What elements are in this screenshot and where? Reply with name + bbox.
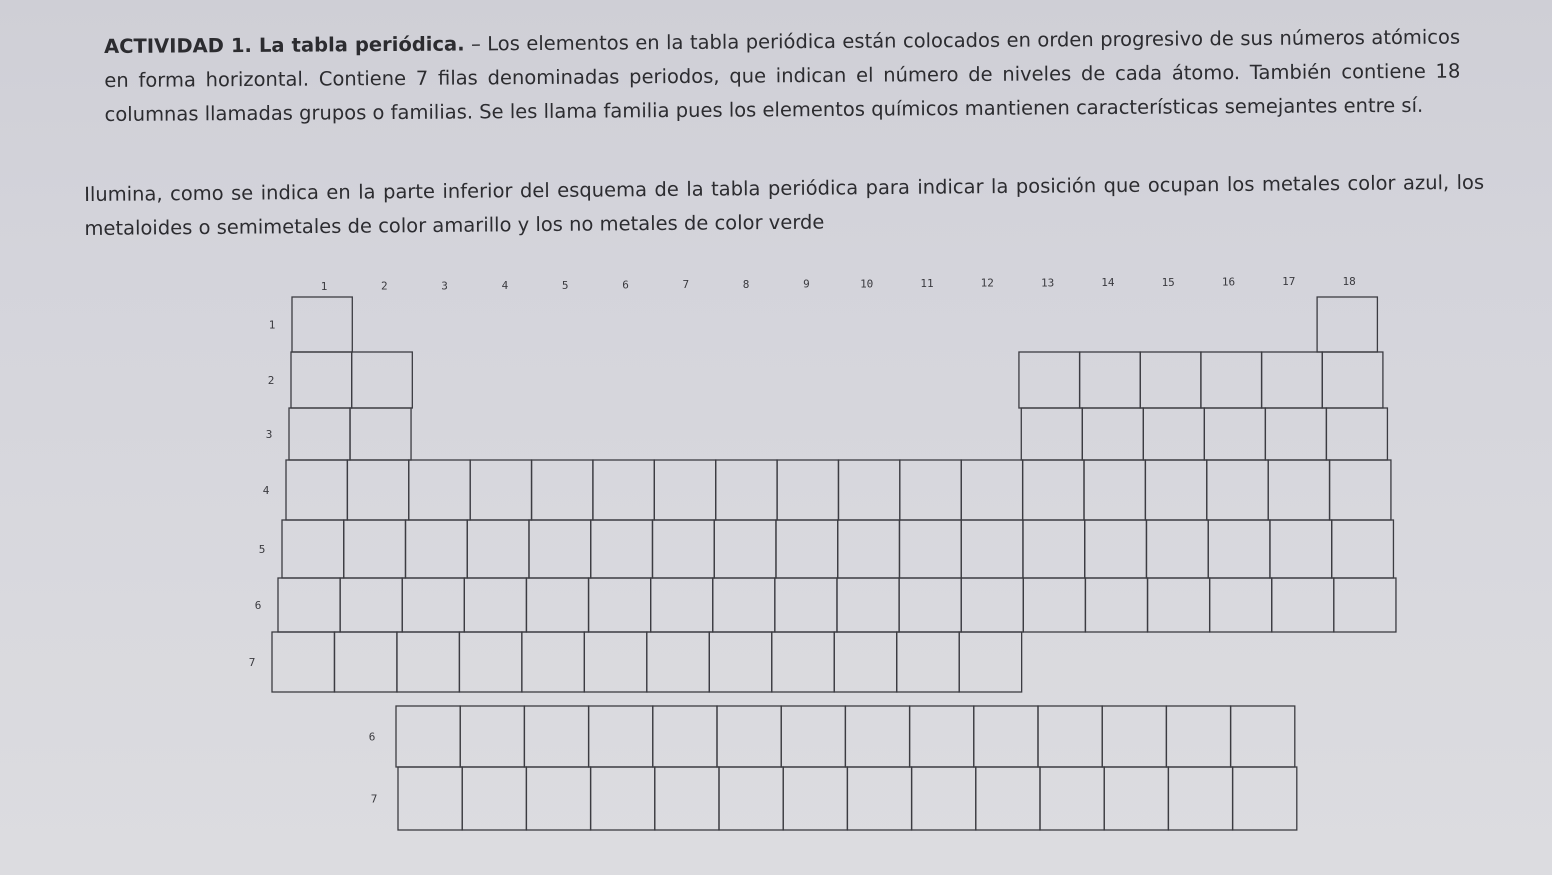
element-cell[interactable] [838, 460, 899, 520]
element-cell[interactable] [1084, 460, 1145, 520]
group-label: 7 [682, 278, 690, 292]
element-cell[interactable] [591, 520, 653, 578]
element-cell[interactable] [1148, 578, 1210, 632]
element-cell[interactable] [1082, 408, 1143, 460]
element-cell[interactable] [459, 632, 521, 692]
f-block-cell[interactable] [398, 767, 462, 830]
f-block-cell[interactable] [591, 767, 655, 830]
element-cell[interactable] [1146, 520, 1208, 578]
period-labels [249, 319, 276, 670]
element-cell[interactable] [272, 632, 334, 692]
element-cell[interactable] [593, 460, 654, 520]
element-cell[interactable] [286, 460, 347, 520]
f-block-cell[interactable] [847, 767, 911, 830]
element-cell[interactable] [777, 460, 838, 520]
element-cell[interactable] [716, 460, 777, 520]
element-cell[interactable] [1210, 578, 1272, 632]
group-label: 17 [1282, 275, 1296, 289]
element-cell[interactable] [470, 460, 531, 520]
period-label: 7 [248, 656, 256, 669]
element-cell[interactable] [1085, 520, 1147, 578]
element-cell[interactable] [350, 408, 411, 460]
group-label: 6 [622, 278, 629, 292]
group-label: 5 [561, 278, 569, 292]
element-cell[interactable] [1201, 352, 1262, 408]
f-block-cell[interactable] [976, 767, 1040, 830]
element-cell[interactable] [352, 352, 413, 408]
f-block-cell[interactable] [781, 706, 845, 767]
group-label: 10 [860, 277, 874, 291]
element-cell[interactable] [834, 632, 896, 692]
group-label: 18 [1342, 274, 1356, 288]
f-block-cell[interactable] [912, 767, 976, 830]
element-cell[interactable] [837, 578, 899, 632]
element-cell[interactable] [772, 632, 834, 692]
element-cell[interactable] [899, 578, 961, 632]
f-block-cell[interactable] [462, 767, 526, 830]
element-cell[interactable] [647, 632, 709, 692]
element-cell[interactable] [897, 632, 959, 692]
element-cell[interactable] [959, 632, 1021, 692]
f-block-labels [369, 731, 378, 806]
element-cell[interactable] [1272, 578, 1334, 632]
element-cell[interactable] [334, 632, 396, 692]
main-table-cells [272, 297, 1396, 692]
f-block-cell[interactable] [1104, 767, 1168, 830]
f-block-cell[interactable] [719, 767, 783, 830]
period-label: 4 [262, 484, 270, 497]
group-label: 8 [742, 277, 750, 291]
element-cell[interactable] [589, 578, 651, 632]
group-label: 9 [803, 277, 810, 291]
group-label: 14 [1101, 276, 1115, 290]
element-cell[interactable] [282, 520, 344, 578]
element-cell[interactable] [1080, 352, 1141, 408]
element-cell[interactable] [1021, 408, 1082, 460]
f-block-cells [396, 706, 1297, 830]
f-block-cell[interactable] [460, 706, 524, 767]
element-cell[interactable] [1145, 460, 1206, 520]
group-label: 3 [441, 279, 448, 293]
element-cell[interactable] [776, 520, 838, 578]
element-cell[interactable] [397, 632, 459, 692]
element-cell[interactable] [651, 578, 713, 632]
element-cell[interactable] [402, 578, 464, 632]
element-cell[interactable] [584, 632, 646, 692]
f-block-cell[interactable] [655, 767, 719, 830]
period-label: 3 [265, 428, 273, 441]
element-cell[interactable] [654, 460, 715, 520]
element-cell[interactable] [1322, 352, 1383, 408]
element-cell[interactable] [347, 460, 408, 520]
group-label: 15 [1161, 275, 1175, 289]
group-label: 2 [380, 279, 388, 293]
f-block-cell[interactable] [783, 767, 847, 830]
element-cell[interactable] [467, 520, 529, 578]
element-cell[interactable] [900, 460, 961, 520]
group-label: 12 [980, 276, 994, 290]
group-label: 11 [920, 277, 934, 290]
element-cell[interactable] [1268, 460, 1329, 520]
activity-heading: ACTIVIDAD 1. La tabla periódica. [104, 32, 465, 58]
f-block-cell[interactable] [974, 706, 1038, 767]
element-cell[interactable] [464, 578, 526, 632]
f-block-cell[interactable] [1168, 767, 1232, 830]
f-block-cell[interactable] [1038, 706, 1102, 767]
element-cell[interactable] [961, 520, 1023, 578]
element-cell[interactable] [1334, 578, 1396, 632]
element-cell[interactable] [1085, 578, 1147, 632]
element-cell[interactable] [1332, 520, 1394, 578]
group-labels [321, 275, 1356, 293]
element-cell[interactable] [1265, 408, 1326, 460]
instruction-paragraph: Ilumina, como se indica en la parte inferior del esquema de la tabla periódica para indicar la posición que ocupan los metales color azul, los metaloides o semimetales de color amarillo y los no metales de color verde [84, 170, 1485, 240]
element-cell[interactable] [291, 352, 352, 408]
element-cell[interactable] [344, 520, 406, 578]
element-cell[interactable] [405, 520, 467, 578]
element-cell[interactable] [1330, 460, 1391, 520]
element-cell[interactable] [899, 520, 961, 578]
f-block-cell[interactable] [1166, 706, 1230, 767]
f-block-label: 7 [370, 792, 378, 806]
element-cell[interactable] [289, 408, 350, 460]
group-label: 13 [1040, 276, 1055, 290]
element-cell[interactable] [526, 578, 588, 632]
element-cell[interactable] [292, 297, 352, 352]
element-cell[interactable] [522, 632, 584, 692]
f-block-cell[interactable] [1231, 706, 1295, 767]
element-cell[interactable] [340, 578, 402, 632]
element-cell[interactable] [1023, 520, 1085, 578]
f-block-cell[interactable] [910, 706, 974, 767]
element-cell[interactable] [838, 520, 900, 578]
f-block-cell[interactable] [653, 706, 717, 767]
f-block-cell[interactable] [589, 706, 653, 767]
element-cell[interactable] [1019, 352, 1080, 408]
f-block-cell[interactable] [1040, 767, 1104, 830]
f-block-cell[interactable] [845, 706, 909, 767]
element-cell[interactable] [713, 578, 775, 632]
f-block-cell[interactable] [524, 706, 588, 767]
element-cell[interactable] [1317, 297, 1377, 352]
f-block-cell[interactable] [717, 706, 781, 767]
element-cell[interactable] [1326, 408, 1387, 460]
group-label: 4 [501, 279, 509, 293]
element-cell[interactable] [409, 460, 470, 520]
element-cell[interactable] [1270, 520, 1332, 578]
period-label: 1 [268, 318, 276, 332]
element-cell[interactable] [1208, 520, 1270, 578]
f-block-cell[interactable] [526, 767, 590, 830]
element-cell[interactable] [1204, 408, 1265, 460]
element-cell[interactable] [529, 520, 591, 578]
period-label: 6 [254, 599, 262, 612]
element-cell[interactable] [961, 460, 1022, 520]
period-label: 5 [258, 543, 266, 556]
intro-text: – Los elementos en la tabla periódica están colocados en orden progresivo de sus números atómicos en forma horizontal. Contiene 7 filas denominadas periodos, que indican el número de niveles de cada átomo. También contiene 18 columnas llamadas grupos o familias. Se les llama familia pues los elementos químicos mantienen características semejantes entre sí. [104, 25, 1461, 126]
element-cell[interactable] [1207, 460, 1268, 520]
period-label: 2 [267, 374, 275, 387]
element-cell[interactable] [1140, 352, 1201, 408]
element-cell[interactable] [278, 578, 340, 632]
element-cell[interactable] [1023, 460, 1084, 520]
element-cell[interactable] [709, 632, 771, 692]
group-label: 16 [1221, 275, 1236, 289]
f-block-cell[interactable] [1102, 706, 1166, 767]
group-label: 1 [320, 280, 328, 293]
element-cell[interactable] [714, 520, 776, 578]
element-cell[interactable] [1023, 578, 1085, 632]
element-cell[interactable] [775, 578, 837, 632]
element-cell[interactable] [1143, 408, 1204, 460]
f-block-cell[interactable] [1233, 767, 1297, 830]
f-block-cell[interactable] [396, 706, 460, 767]
f-block-label: 6 [368, 730, 376, 744]
element-cell[interactable] [652, 520, 714, 578]
element-cell[interactable] [1262, 352, 1323, 408]
element-cell[interactable] [961, 578, 1023, 632]
element-cell[interactable] [532, 460, 593, 520]
